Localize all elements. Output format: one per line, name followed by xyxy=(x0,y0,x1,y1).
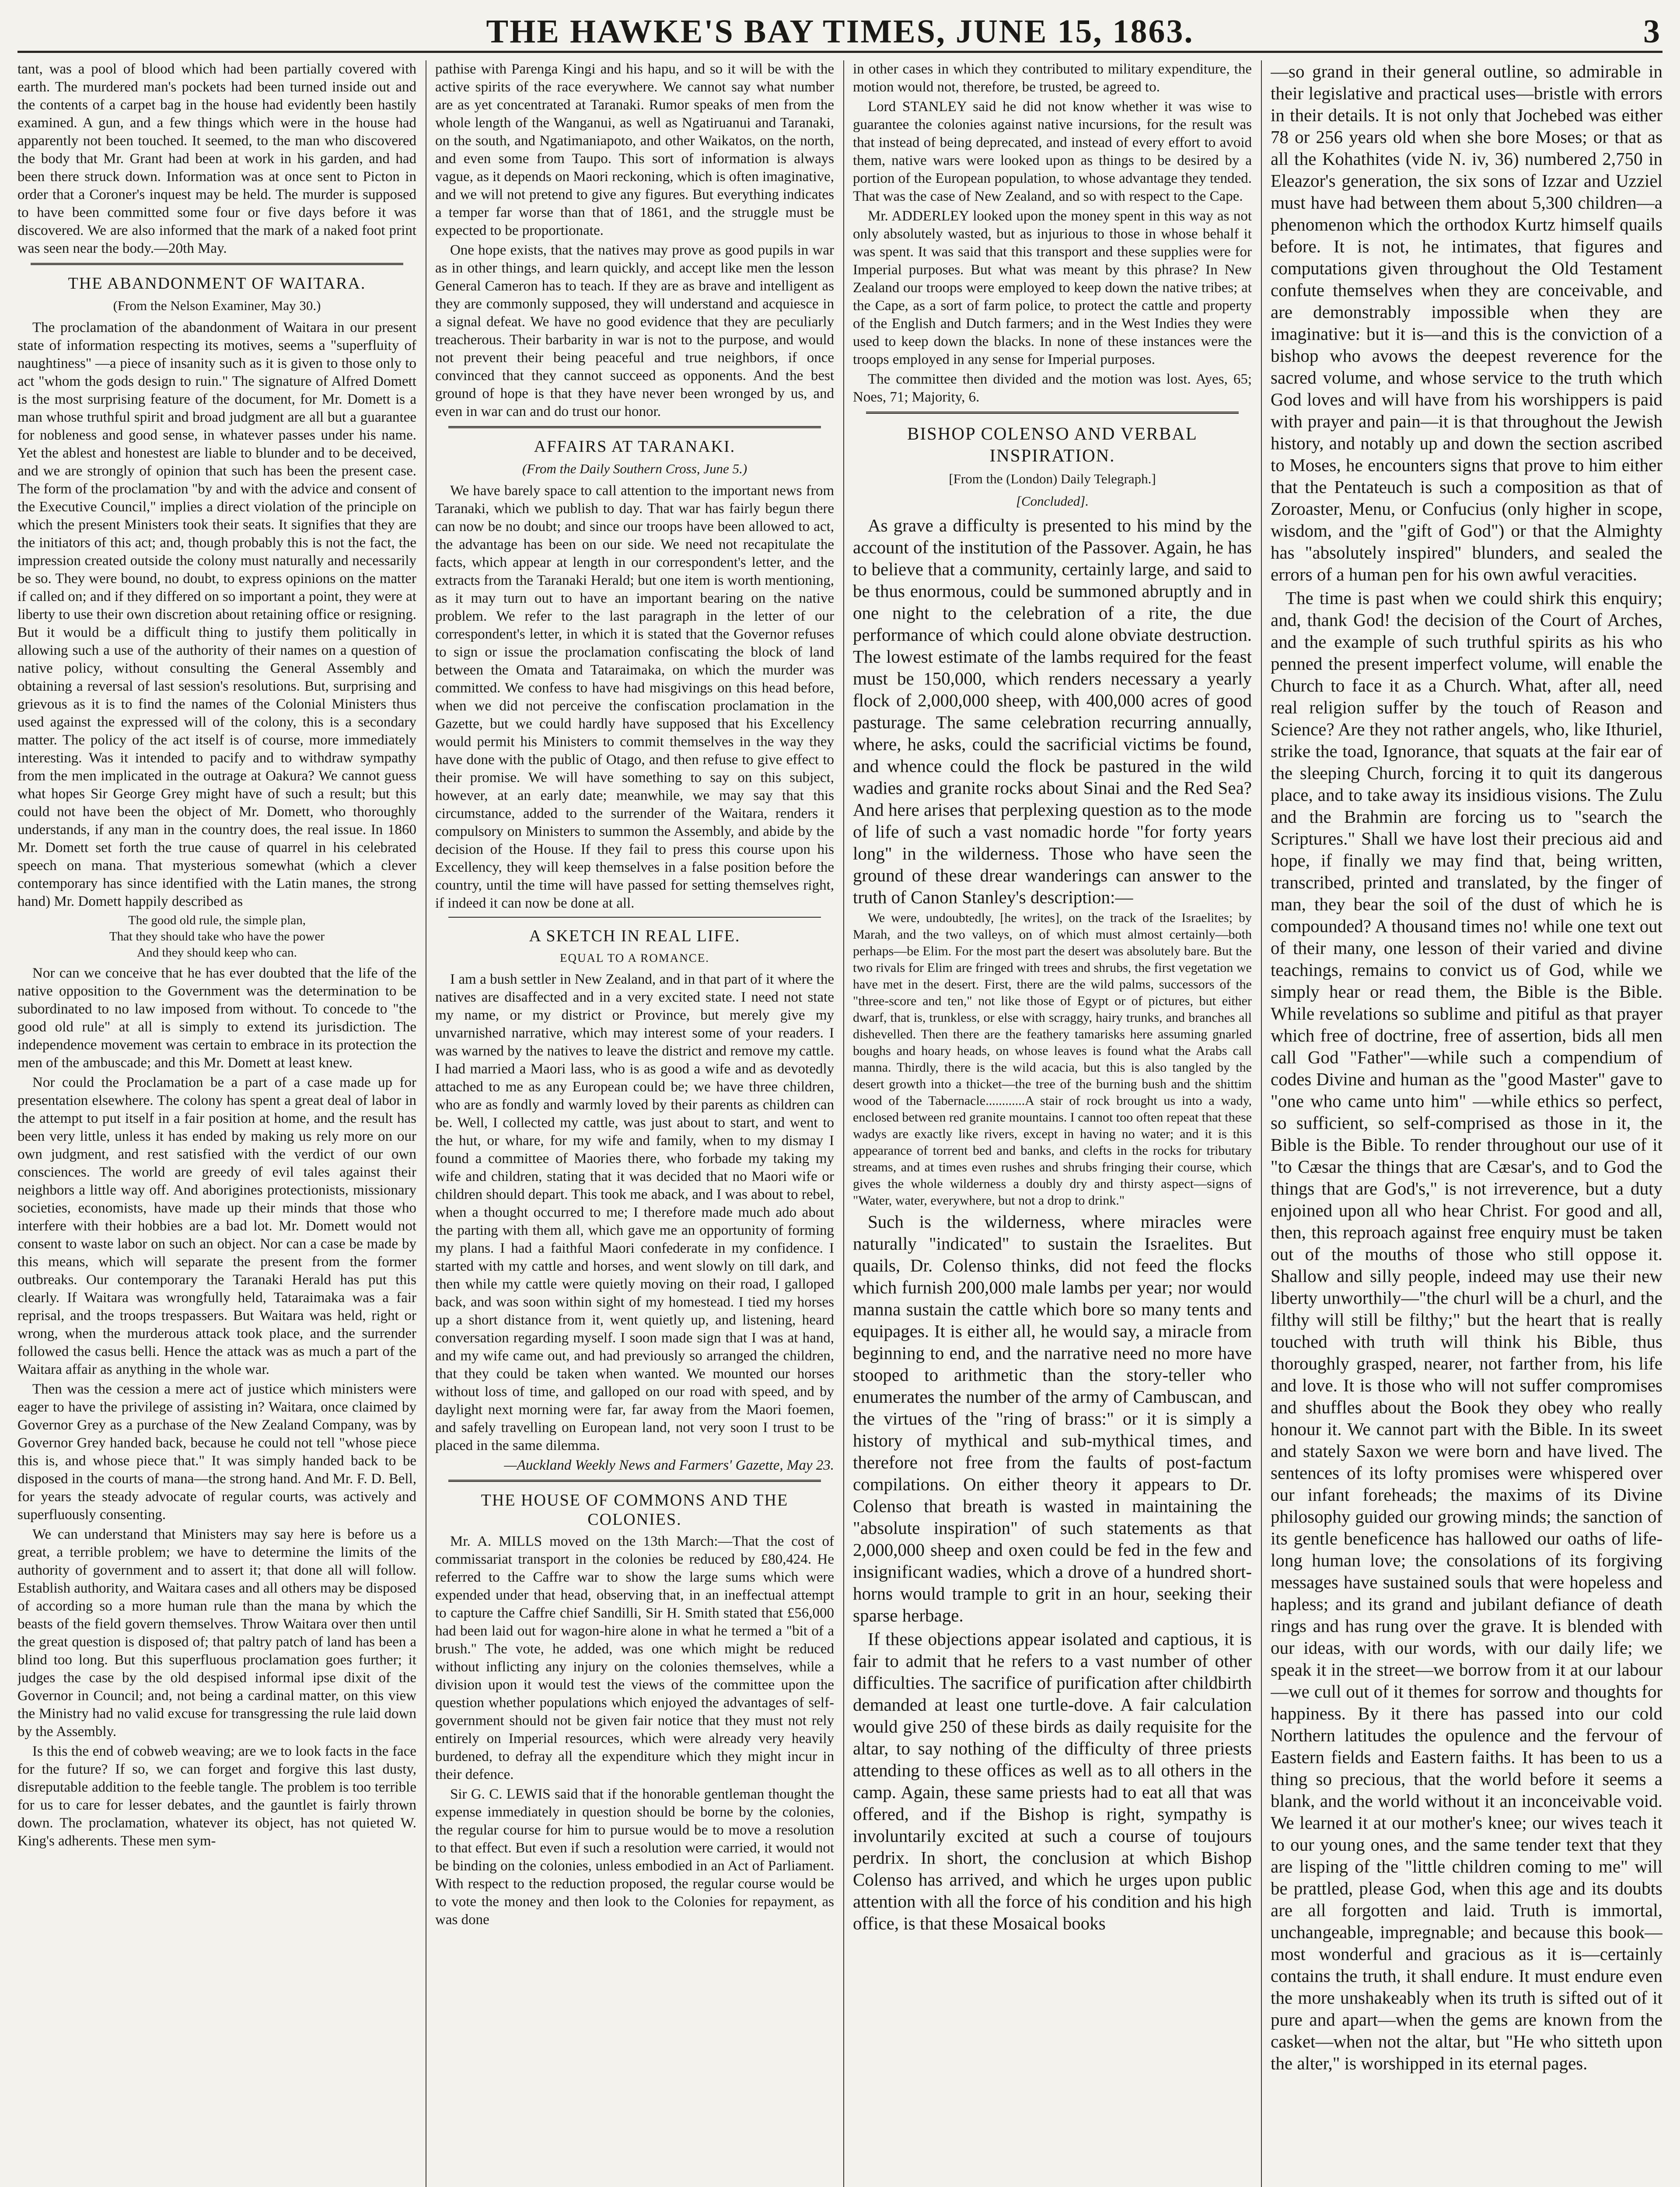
article-paragraph: If these objections appear isolated and captious, it is fair to admit that he refers to a vast number of other difficulties. The sacrifice of purification after childbirth demanded at least one turtle-dove. A fair calculation would give 250 of these birds as daily requisite for the altar, to say nothing of the difficulty of three priests attending to these offices as well as to all others in the camp. Again, these same priests had to eat all that was offered, and if the Bishop is right, sympathy is involuntarily excited at such a course of toujours perdrix. In short, the conclusion at which Bishop Colenso has arrived, and which he urges upon public attention with all the force of his condition and his high office, is that these Mosaical books xyxy=(853,1629,1252,1933)
article-paragraph: I am a bush settler in New Zealand, and in that part of it where the natives are disaffected and in a very excited state. I need not state my name, or my district or Province, but merely give my unvarnished narrative, which may interest some of your readers. I was warned by the natives to leave the district and remove my cattle. I had married a Maori lass, who is as good a wife and as devotedly attached to me as any European could be; we have three children, who are as fondly and warmly loved by their parents as children can be. Well, I collected my cattle, was just about to start, and went to the hut, or whare, for my wife and family, when to my dismay I found a committee of Maories there, who forbade my taking my wife and children, stating that it was decided that no Maori wife or children should depart. This took me aback, and I was about to rebel, when a thought occurred to me; I therefore made much ado about the parting with them all, which gave me an opportunity of forming my plans. I had a faithful Maori confederate in my confidence. I started with my cattle and horses, and went slowly on till dark, and then while my cattle were quietly moving on their road, I galloped back, and was soon within sight of my homestead. I tied my horses up a short distance from it, went quietly up, and listening, heard conversation regarding myself. I soon made sign that I was at hand, and my wife came out, and had previously so arranged the children, that they could be taken when wanted. We mounted our horses without loss of time, and galloped on our road with speed, and by daylight next morning were far, far away from the Maori foemen, and safely travelling on European land, not very soon I trust to be placed in the same dilemma. xyxy=(435,971,834,1453)
column-4 xyxy=(1271,60,1663,2187)
article-continuation-note: [Concluded]. xyxy=(1016,493,1089,509)
section-divider xyxy=(31,263,403,265)
article-subheading: EQUAL TO A ROMANCE. xyxy=(559,951,710,964)
article-paragraph: Is this the end of cobweb weaving; are we to look facts in the face for the future? If so, we can forget and forgive this last dusty, disreputable addition to the feeble tangle. The problem is too terrible for us to care for lesser debates, and the gauntlet is fairly thrown down. The proclamation, whatever its object, has not quieted W. King's adherents. These men sym- xyxy=(17,1743,416,1849)
article-paragraph: The proclamation of the abandonment of Waitara in our present state of information respecting its motives, seems a "superfluity of naughtiness" —a piece of insanity such as it is given to those only to act "whom the gods design to ruin." The signature of Alfred Domett is the most surprising feature of the document, for Mr. Domett is a man whose truthful spirit and broad judgment are all but a guarantee for nobleness and good sense, in whatever passes under his name. Yet the ablest and honestest are liable to blunder and to be deceived, and we are strongly of opinion that such has been the present case. The form of the proclamation "by and with the advice and consent of the Executive Council," implies a direct violation of the principle on which the present Ministers took their seats. It signifies that they are the initiators of this act; and, though probably this is not the fact, the impression created outside the colony must naturally and necessarily be so. They were bound, no doubt, to express opinions on the matter if called on; and if they differed on so important a point, they were at liberty to use their own discretion about retaining office or resigning. But it would be a difficult thing to justify them politically in allowing such a use of the authority of their names on a question of native policy, without consulting the General Assembly and obtaining a reversal of last session's resolutions. But, surprising and grievous as it is to find the names of the Colonial Ministers thus used against the expressed will of the colony, this is a secondary matter. The policy of the act itself is of course, more immediately interesting. Was it intended to pacify and to withdraw sympathy from the men implicated in the outrage at Oakura? We cannot guess what hopes Sir George Grey might have of such a result; but this could not have been the object of Mr. Domett, who thoroughly understands, if any man in the country does, the real issue. In 1860 Mr. Domett set forth the true cause of quarrel in his celebrated speech on mana. That mysterious somewhat (which a clever contemporary has since identified with the Latin manes, the strong hand) Mr. Domett happily described as xyxy=(17,320,416,909)
article-paragraph: Nor can we conceive that he has ever doubted that the life of the native opposition to the Government was the determination to be subordinated to no law imposed from without. To concede to "the good old rule" at all is simply to extend its jurisdiction. The independence movement was certain to embrace in its protection the men of the ambuscade; and this Mr. Domett at least knew. xyxy=(17,965,416,1071)
verse-line: That they should take who have the power xyxy=(109,929,325,943)
masthead xyxy=(17,12,1663,53)
article-paragraph: One hope exists, that the natives may prove as good pupils in war as in other things, and learn quickly, and accept like men the lesson General Cameron has to teach. If they are as brave and intelligent as they are commonly supposed, they will understand and acquiesce in a signal defeat. We have no good evidence that they are peculiarly treacherous. Their barbarity in war is not to the purpose, and would not prevent their being peaceful and true neighbors, if once convinced that they cannot succeed as opponents. And the best ground of hope is that they have never been wronged by us, and even in war can and do trust our honor. xyxy=(435,242,834,419)
article-heading: A SKETCH IN REAL LIFE. xyxy=(529,927,740,945)
article-paragraph: —so grand in their general outline, so admirable in their legislative and practical uses—bristle with errors in their details. It is not only that Jochebed was either 78 or 256 years old when she bore Moses; or that as all the Kohathites (vide N. iv, 36) numbered 2,750 in Eleazor's generation, the six sons of Izzar and Uzziel must have had between them about 5,300 children—a phenomenon which the orthodox Kurtz himself quails before. It is not, he intimates, that figures and computations given throughout the Old Testament confute themselves when they are conceivable, and are demonstrably impossible when they are imaginative: but it is—and this is the conviction of a bishop who avows the deepest reverence for the sacred volume, and whose service to the truth which God loves and will have from his worshippers is paid with prayer and pain—it is that throughout the Jewish history, and notably up and down the section ascribed to Moses, he encounters signs that prove to him either that the Pentateuch is such a composition as that of Zoroaster, Menu, or Confucius (only higher in scope, wisdom, and the "gift of God") or that the Almighty has "absolutely inspired" blunders, and sealed the errors of a human pen for his own awful veracities. xyxy=(1271,61,1663,584)
column-3 xyxy=(853,60,1252,2187)
newspaper-title: THE HAWKE'S BAY TIMES, JUNE 15, 1863. xyxy=(486,13,1194,50)
article-paragraph: Nor could the Proclamation be a part of a case made up for presentation elsewhere. The colony has spent a great deal of labor in the attempt to put itself in a fair position at home, and the result has been very little, unless it has ended by making us rely more on our own judgment, and rest satisfied with the verdict of our own consciences. The world are greedy of evil tales against their neighbors a little way off. And aborigines protectionists, missionary societies, economists, have made up their minds that those who interfere with their hobbies are a bad lot. Mr. Domett would not consent to waste labor on such an object. Nor can a case be made by this means, which will separate the present from the former outbreaks. Our contemporary the Taranaki Herald has put this clearly. If Waitara was wrongfully held, Tataraimaka was a fair reprisal, and the troops trespassers. But Waitara was held, right or wrong, when the murderous attack took place, and the surrender followed the casus belli. Hence the attack was as much a part of the Waitara affair as anything in the whole war. xyxy=(17,1075,416,1377)
article-paragraph: Such is the wilderness, where miracles were naturally "indicated" to sustain the Israelites. But quails, Dr. Colenso thinks, did not feed the flocks which furnish 200,000 male lambs per year; nor would manna sustain the cattle which bore so many tents and equipages. It is either all, he would say, a miracle from beginning to end, and the narrative need no more have stooped to arithmetic than the story-teller who enumerates the number of the army of Cambuscan, and the virtues of the "ring of brass:" or it is simply a history of mythical and sub-mythical times, and therefore not free from the faults of post-factum compilations. On either theory it appears to Dr. Colenso that breath is wasted in maintaining the "absolute inspiration" of such statements as that 2,000,000 sheep and oxen could be fed in the few and insignificant wadies, which a drove of a hundred short-horns would trample to grit in an hour, seeking their sparse herbage. xyxy=(853,1212,1252,1625)
section-divider xyxy=(448,426,821,428)
article-heading: BISHOP COLENSO AND VERBAL INSPIRATION. xyxy=(907,423,1198,465)
section-divider xyxy=(448,1480,821,1482)
article-paragraph: Sir G. C. LEWIS said that if the honorable gentleman thought the expense immediately in question should be borne by the colonies, the regular course for him to pursue would be to move a resolution to that effect. But even if such a resolution were carried, it would not be binding on the colonies, unless embodied in an Act of Parliament. With respect to the reduction proposed, the regular course would be to vote the money and then look to the Colonies for repayment, as was done xyxy=(435,1786,834,1928)
article-paragraph: The time is past when we could shirk this enquiry; and, thank God! the decision of the Court of Arches, and the example of such truthful spirits as his who penned the present imperfect volume, will enable the Church to face it as a Church. What, after all, need real religion suffer by the touch of Reason and Science? Are they not rather angels, who, like Ithuriel, strike the toad, Ignorance, that squats at the fair ear of the sleeping Church, forcing it to quit its dangerous place, and to take away its insidious visions. The Zulu and the Brahmin are forcing us to "search the Scriptures." Shall we have lost their precious aid and hope, if finally we may find that, being written, transcribed, printed and translated, by the finger of man, they bear the soil of the dust of which he is compounded? A thousand times no! while one text out of their many, one lesson of their varied and divine teachings, remains to convict us of God, while we simply hear or read them, the Bible is the Bible. While revelations so sublime and pitiful as that prayer which free of doctrine, free of assertion, bids all men call God "Father"—while such a compendium of codes Divine and human as the "good Master" gave to "one who came unto him" —while ethics so perfect, so sufficient, so self-comprised as those in it, the Bible is the Bible. To render throughout our use of it "to Cæsar the things that are Cæsar's, and to God the things that are God's," is not irreverence, but a duty enjoined upon all who hear Christ. For good and all, then, this reproach against free enquiry must be taken out of the mouths of those who still oppose it. Shallow and silly people, indeed may use their new liberty unworthily—"the churl will be a churl, and the filthy will still be filthy;" but the heart that is really touched with truth will think his Bible, thus thoroughly grasped, nearer, not farther from, his life and love. It is those who will not suffer compromises and shuffles about the Book they obey who really honour it. We cannot part with the Bible. In its sweet and stately Saxon we were born and have lived. The sentences of its lofty promises were whispered over our infant foreheads; the maxims of its Divine philosophy guided our growing minds; the sanction of its gentle beneficence has hallowed our oaths of life-long human love; the consolations of its forgiving messages have sustained souls that were hopeless and hapless; and its grand and jubilant defiance of death rings and has rung over the grave. It is blended with our ideas, with our words, with our daily life; we speak it in the street—we borrow from it at our labour—we cull out of it themes for sorrow and thoughts for happiness. By it there has passed into our cold Northern latitudes the opulence and the fervour of Eastern fields and Eastern faiths. It has been to us a thing so precious, that the world before it seems a blank, and the world without it an inconceivable void. We learned it at our mother's knee; our wives teach it to our young ones, and the same tender text that they are lisping of the "little children coming to me" will be prattled, please God, when this age and its doubts are all forgotten and laid. Truth is immortal, unchangeable, impregnable; and because this book—most wonderful and gracious as it is—certainly contains the truth, it shall endure. It must endure even the more unshakeably when its truth is sifted out of it pure and apart—when the gems are known from the casket—when not the altar, but "He who sitteth upon the alter," is worshipped in its eternal pages. xyxy=(1271,588,1663,2073)
page-number: 3 xyxy=(1643,13,1660,50)
article-heading: THE HOUSE OF COMMONS AND THE COLONIES. xyxy=(481,1491,789,1529)
article-paragraph: Mr. A. MILLS moved on the 13th March:—That the cost of commissariat transport in the colonies be reduced by £80,424. He referred to the Caffre war to show the large sums which were expended under that head, observing that, in an ineffectual attempt to capture the Caffre chief Sandilli, Sir H. Smith stated that £56,000 had been laid out for wagon-hire alone in what he termed a "bit of a brush." The vote, he added, was one which might be reduced without inflicting any injury on the colonies themselves, while a division upon it would test the views of the committee upon the question whether populations which enjoyed the advantages of self-government should not be given fair notice that they must not rely entirely on Imperial resources, which were already very heavily burdened, to defray all the expenditure which they might incur in their defence. xyxy=(435,1534,834,1782)
verse-line: And they should keep who can. xyxy=(137,946,297,960)
article-source: [From the (London) Daily Telegraph.] xyxy=(949,471,1156,486)
article-paragraph: We have barely space to call attention to the important news from Taranaki, which we publish to day. That war has fairly begun there can now be no doubt; and since our troops have been allowed to act, the advantage has been on our side. We need not recapitulate the facts, which appear at length in our correspondent's letter, and the extracts from the Taranaki Herald; but one item is worth mentioning, as it may turn out to have an important bearing on the native problem. We refer to the last paragraph in the letter of our correspondent's letter, in which it is stated that the Governor refuses to sign or issue the proclamation confiscating the block of land between the Omata and Tataraimaka, on which the murder was committed. We confess to have had misgivings on this head before, when we did not perceive the confiscation proclamation in the Gazette, but we could hardly have supposed that his Excellency would permit his Ministers to commit themselves in the way they have done with the public of Otago, and then refuse to give effect to their promise. We will have something to say on this subject, however, at an early date; meanwhile, we may say that this circumstance, added to the surrender of the Waitara, renders it compulsory on Ministers to summon the Assembly, and abide by the decision of the House. If they fail to press this course upon his Excellency, they will keep themselves in a false position before the country, until the time will have passed for setting themselves right, if indeed it can now be done at all. xyxy=(435,483,834,911)
article-paragraph: pathise with Parenga Kingi and his hapu, and so it will be with the active spirits of the race everywhere. We cannot say what number are as yet concentrated at Taranaki. Rumor speaks of men from the whole length of the Wanganui, as well as Ngatiruanui and Taranaki, on the south, and Ngatimaniapoto, and other Waikatos, on the north, and even some from Taupo. This sort of information is always vague, as it depends on Maori reckoning, which is often imaginative, and we will not pretend to give any figures. But everything indicates a temper far worse than that of 1861, and the struggle must be expected to be proportionate. xyxy=(435,61,834,238)
column-1 xyxy=(17,60,416,2187)
quoted-extract: We were, undoubtedly, [he writes], on the track of the Israelites; by Marah, and the two valleys, on of which must almost certainly—both perhaps—be Elim. For the most part the desert was absolutely bare. But the two rivals for Elim are fringed with trees and shrubs, the first vegetation we have met in the desert. First, there are the wild palms, successors of the "three-score and ten," not like those of Egypt or of pictures, but either dwarf, that is, trunkless, or else with scraggy, hairy trunks, and branches all dishevelled. Then there are the feathery tamarisks here assuming gnarled boughs and hoary heads, on whose leaves is found what the Arabs call manna. Thirdly, there is the wild acacia, but this is also tangled by the desert growth into a thicket—the tree of the burning bush and the shittim wood of the Tabernacle............A stair of rock brought us into a wady, enclosed between red granite mountains. I cannot too often repeat that these wadys are exactly like rivers, except in having no water; and it is this appearance of torrent bed and banks, and clefts in the rocks for tributary streams, and at times even rushes and shrubs fringing their course, which gives the whole wilderness a doubly dry and thirsty aspect—signs of "Water, water, everywhere, but not a drop to drink." xyxy=(853,911,1252,1208)
columns xyxy=(17,60,1663,2187)
article-paragraph: Then was the cession a mere act of justice which ministers were eager to have the privilege of assisting in? Waitara, once claimed by Governor Grey as a purchase of the New Zealand Company, was by Governor Grey handed back, because he could not tell "whose piece this is, and whose piece that." It was simply handed back to be disposed in the courts of mana—the strong hand. And Mr. F. D. Bell, for years the steady advocate of regular courts, was actively and superfluously consenting. xyxy=(17,1381,416,1523)
article-credit: —Auckland Weekly News and Farmers' Gazette, May 23. xyxy=(504,1457,834,1473)
article-paragraph: As grave a difficulty is presented to his mind by the account of the institution of the Passover. Again, he has to believe that a community, certainly large, and said to be thus enormous, could be summoned abruptly and in one night to the celebration of a rite, the due performance of which could alone obviate destruction. The lowest estimate of the lambs required for the feast must be 150,000, which renders necessary a yearly flock of 2,000,000 sheep, with 400,000 acres of good pasturage. The same celebration recurring annually, where, he asks, could the sacrificial victims be found, and whence could the flock be pastured in the wild wadies and granite rocks about Sinai and the Red Sea? And here arises that perplexing question as to the mode of life of such a vast nomadic horde "for forty years long" in the wilderness. Those who have seen the ground of these drear wanderings can answer to the truth of Canon Stanley's description:— xyxy=(853,515,1252,907)
article-paragraph: tant, was a pool of blood which had been partially covered with earth. The murdered man's pockets had been turned inside out and the contents of a carpet bag in the house had evidently been hastily examined. A gun, and a few things which were in the house had apparently not been touched. It seemed, to the man who discovered the body that Mr. Grant had been at work in his garden, and had been there struck down. Information was at once sent to Picton in order that a Coroner's inquest may be held. The murder is supposed to have been committed some four or five days before it was discovered. We are also informed that the mark of a naked foot print was seen near the body.—20th May. xyxy=(17,61,416,256)
article-paragraph: in other cases in which they contributed to military expenditure, the motion would not, therefore, be trusted, be agreed to. xyxy=(853,61,1252,95)
article-source: (From the Nelson Examiner, May 30.) xyxy=(113,298,321,313)
section-divider xyxy=(448,917,821,918)
article-paragraph: We can understand that Ministers may say here is before us a great, a terrible problem; we have to determine the limits of the authority of government and to assert it; that done all will follow. Establish authority, and Waitara cases and all others may be disposed of according so a more human rule than the mana by which the beasts of the field govern themselves. Throw Waitara over then until the great question is disposed of; that paltry patch of land has been a blind too long. But this superfluous proclamation goes further; it judges the case by the old despised informal ipse dixit of the Governor in Council; and, not being a cardinal matter, on this view the Ministry had no valid excuse for transgressing the rule laid down by the Assembly. xyxy=(17,1527,416,1740)
article-heading: THE ABANDONMENT OF WAITARA. xyxy=(68,274,366,293)
article-paragraph: The committee then divided and the motion was lost. Ayes, 65; Noes, 71; Majority, 6. xyxy=(853,371,1252,405)
verse-line: The good old rule, the simple plan, xyxy=(128,913,306,927)
article-paragraph: Mr. ADDERLEY looked upon the money spent in this way as not only absolutely wasted, but as injurious to those in whose behalf it was spent. It was said that this transport and these supplies were for Imperial purposes. But what was meant by this phrase? In New Zealand our troops were employed to keep down the native tribes; at the Cape, as a sort of farm police, to protect the cattle and property of the English and Dutch farmers; and in the West Indies they were used to keep down the blacks. In none of these instances were the troops employed in any sense for Imperial purposes. xyxy=(853,208,1252,367)
article-source: (From the Daily Southern Cross, June 5.) xyxy=(522,461,747,476)
article-heading: AFFAIRS AT TARANAKI. xyxy=(534,437,736,456)
section-divider xyxy=(866,412,1239,414)
article-paragraph: Lord STANLEY said he did not know whether it was wise to guarantee the colonies against native incursions, for the result was that instead of being deprecated, and instead of every effort to avoid them, native wars were looked upon as things to be desired by a portion of the European population, to whose advantage they tended. That was the case of New Zealand, and so with respect to the Cape. xyxy=(853,99,1252,204)
verse-quote xyxy=(17,912,416,961)
column-2 xyxy=(435,60,834,2187)
